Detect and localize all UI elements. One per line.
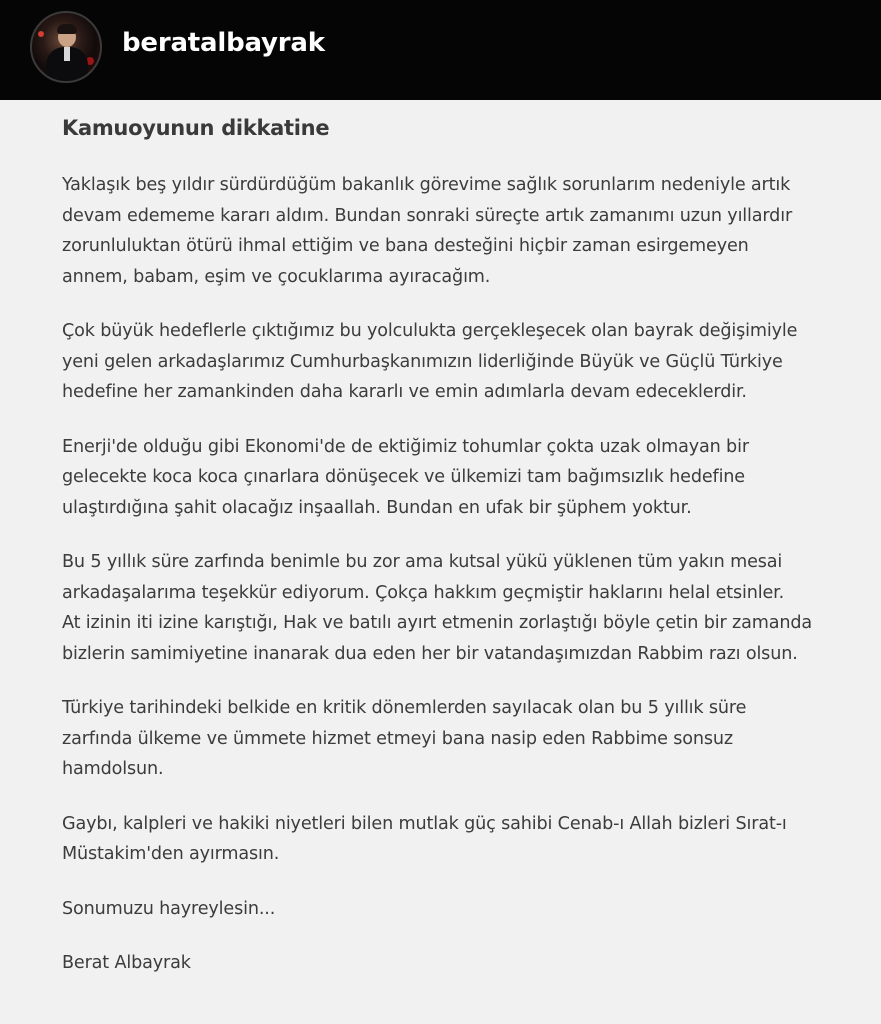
text-line: Bu 5 yıllık süre zarfında benimle bu zor ama kutsal yükü yüklenen tüm yakın mesai xyxy=(62,552,783,572)
text-line: hedefine her zamankinden daha kararlı ve emin adımlarla devam edeceklerdir. xyxy=(62,382,747,402)
signature xyxy=(62,948,874,979)
text-line: annem, babam, eşim ve çocuklarıma ayıracağım. xyxy=(62,266,491,287)
paragraph-6 xyxy=(62,809,874,870)
text-line: Müstakim'den ayırmasın. xyxy=(62,844,280,864)
text-line: Türkiye tarihindeki belkide en kritik dönemlerden sayılacak olan bu 5 yıllık süre xyxy=(62,698,747,718)
text-line: zorunluluktan ötürü ihmal ettiğim ve bana desteğini hiçbir zaman esirgemeyen xyxy=(62,236,749,256)
text-line: At izinin iti izine karıştığı, Hak ve batılı ayırt etmenin zorlaştığı böyle çetin bir zamanda xyxy=(62,613,812,633)
text-line: Sonumuzu hayreylesin... xyxy=(62,898,276,919)
text-line: yeni gelen arkadaşlarımız Cumhurbaşkanımızın liderliğinde Büyük ve Güçlü Türkiye xyxy=(62,351,783,372)
text-line: Enerji'de olduğu gibi Ekonomi'de de ektiğimiz tohumlar çokta uzak olmayan bir xyxy=(62,436,749,457)
paragraph-5 xyxy=(62,693,874,785)
username[interactable]: beratalbayrak xyxy=(122,28,325,58)
text-line: gelecekte koca koca çınarlara dönüşecek ve ülkemizi tam bağımsızlık hedefine xyxy=(62,467,745,487)
text-line: Berat Albayrak xyxy=(62,953,191,973)
post-content xyxy=(62,112,874,1003)
text-line: arkadaşalarıma teşekkür ediyorum. Çokça hakkım geçmiştir haklarını helal etsinler. xyxy=(62,582,785,603)
text-line: hamdolsun. xyxy=(62,759,164,779)
paragraph-closing xyxy=(62,894,874,925)
text-line: bizlerin samimiyetine inanarak dua eden her bir vatandaşımızdan Rabbim razı olsun. xyxy=(62,643,798,664)
avatar[interactable] xyxy=(30,11,102,83)
text-line: Yaklaşık beş yıldır sürdürdüğüm bakanlık görevime sağlık sorunlarım nedeniyle artık xyxy=(62,175,791,195)
text-line: Gaybı, kalpleri ve hakiki niyetleri bilen mutlak güç sahibi Cenab-ı Allah bizleri Sırat-ı xyxy=(62,813,787,834)
paragraph-1 xyxy=(62,170,874,292)
text-line: ulaştırdığına şahit olacağız inşaallah. Bundan en ufak bir şüphem yoktur. xyxy=(62,497,692,518)
profile-header xyxy=(0,0,881,100)
avatar-figure-hair xyxy=(57,24,77,34)
paragraph-2 xyxy=(62,316,874,408)
paragraph-3 xyxy=(62,432,874,524)
post-title: Kamuoyunun dikkatine xyxy=(62,116,330,140)
paragraph-4 xyxy=(62,547,874,669)
text-line: Çok büyük hedeflerle çıktığımız bu yolculukta gerçekleşecek olan bayrak değişimiyle xyxy=(62,321,798,341)
text-line: devam edememe kararı aldım. Bundan sonraki süreçte artık zamanımı uzun yıllardır xyxy=(62,205,793,226)
text-line: zarfında ülkeme ve ümmete hizmet etmeyi bana nasip eden Rabbime sonsuz xyxy=(62,728,734,749)
avatar-figure-shirt xyxy=(64,47,70,61)
avatar-light-spot xyxy=(38,31,44,37)
